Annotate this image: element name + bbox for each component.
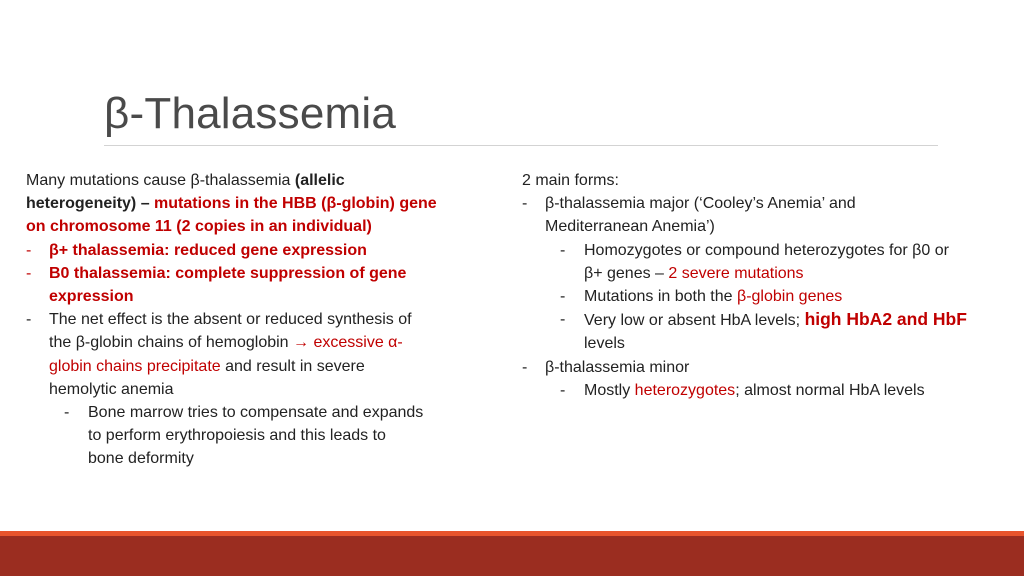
right-column	[522, 169, 1012, 402]
sub-bullet-hba-levels-2	[522, 332, 1012, 355]
sub-bullet-text: bone deformity	[88, 450, 194, 468]
dash-marker: -	[26, 264, 32, 282]
bullet-net-effect	[26, 308, 466, 331]
bullet-text: B0 thalassemia: complete suppression of gene	[49, 264, 407, 282]
sub-bullet-text: Mutations in both the	[584, 288, 737, 306]
dash-marker: -	[560, 288, 566, 306]
left-column	[26, 169, 466, 471]
bullet-beta-plus	[26, 239, 466, 262]
bullet-b0	[26, 262, 466, 285]
dash-marker: -	[522, 195, 528, 213]
bullet-text: β-thalassemia minor	[545, 358, 690, 376]
sub-bullet-text: Mostly	[584, 381, 635, 399]
bullet-net-effect-2	[26, 331, 466, 354]
bullet-text: β+ thalassemia: reduced gene expression	[49, 241, 367, 259]
sub-bullet-text-red: β-globin genes	[736, 288, 843, 306]
sub-bullet-text: levels	[584, 335, 625, 353]
dash-marker: -	[26, 241, 32, 259]
bullet-text-red: excessive α-	[309, 334, 403, 352]
bullet-text: β-thalassemia major (‘Cooley’s Anemia’ and	[545, 195, 856, 213]
bullet-net-effect-3	[26, 355, 466, 378]
bullet-text: hemolytic anemia	[49, 380, 174, 398]
sub-bullet-bone-marrow	[26, 401, 466, 424]
forms-heading	[522, 169, 1012, 192]
sub-bullet-homozygotes-2	[522, 262, 1012, 285]
intro-line-2	[26, 192, 466, 215]
bullet-minor	[522, 356, 1012, 379]
sub-bullet-text-red: heterozygotes	[634, 381, 736, 399]
sub-bullet-text: β+ genes –	[584, 264, 669, 282]
intro-line-1	[26, 169, 466, 192]
sub-bullet-text: Homozygotes or compound heterozygotes for β0 or	[584, 241, 949, 259]
footer-bar	[0, 536, 1024, 576]
sub-bullet-text: Very low or absent HbA levels;	[584, 312, 805, 330]
bullet-text: Mediterranean Anemia’)	[545, 218, 715, 236]
sub-bullet-homozygotes	[522, 239, 1012, 262]
heading-text: 2 main forms:	[522, 172, 619, 189]
dash-marker: -	[560, 241, 566, 259]
sub-bullet-text-red: 2 severe mutations	[668, 264, 804, 282]
sub-bullet-text: Bone marrow tries to compensate and expands	[88, 404, 424, 422]
bullet-text: the β-globin chains of hemoglobin	[49, 334, 294, 352]
sub-bullet-mutations	[522, 285, 1012, 308]
bullet-net-effect-4	[26, 378, 466, 401]
sub-bullet-bone-marrow-3	[26, 447, 466, 470]
intro-line-3	[26, 215, 466, 238]
bullet-text-red: globin chains precipitate	[49, 357, 221, 375]
dash-marker: -	[64, 404, 70, 422]
slide-title: β-Thalassemia	[104, 89, 396, 138]
intro-red-2: on chromosome 11 (2 copies in an individual)	[26, 218, 372, 236]
sub-bullet-text: to perform erythropoiesis and this leads to	[88, 427, 386, 445]
title-divider	[104, 145, 938, 146]
intro-bold-2: heterogeneity) –	[26, 195, 155, 213]
bullet-text: expression	[49, 288, 134, 306]
sub-bullet-text: ; almost normal HbA levels	[735, 381, 925, 399]
bullet-major-2	[522, 215, 1012, 238]
bullet-major	[522, 192, 1012, 215]
dash-marker: -	[560, 381, 566, 399]
bullet-b0-cont	[26, 285, 466, 308]
intro-text: Many mutations cause β-thalassemia	[26, 172, 295, 189]
dash-marker: -	[522, 358, 528, 376]
sub-bullet-hba-levels	[522, 308, 1012, 332]
sub-bullet-text-red-bold: high HbA2 and HbF	[804, 309, 967, 330]
arrow-right-icon: →	[293, 334, 310, 352]
intro-red-1: mutations in the HBB (β-globin) gene	[154, 195, 437, 213]
bullet-text: The net effect is the absent or reduced synthesis of	[49, 311, 412, 329]
sub-bullet-heterozygotes	[522, 379, 1012, 402]
intro-bold: (allelic	[294, 172, 345, 189]
dash-marker: -	[26, 311, 32, 329]
dash-marker: -	[560, 311, 566, 329]
sub-bullet-bone-marrow-2	[26, 424, 466, 447]
bullet-text: and result in severe	[220, 357, 365, 375]
